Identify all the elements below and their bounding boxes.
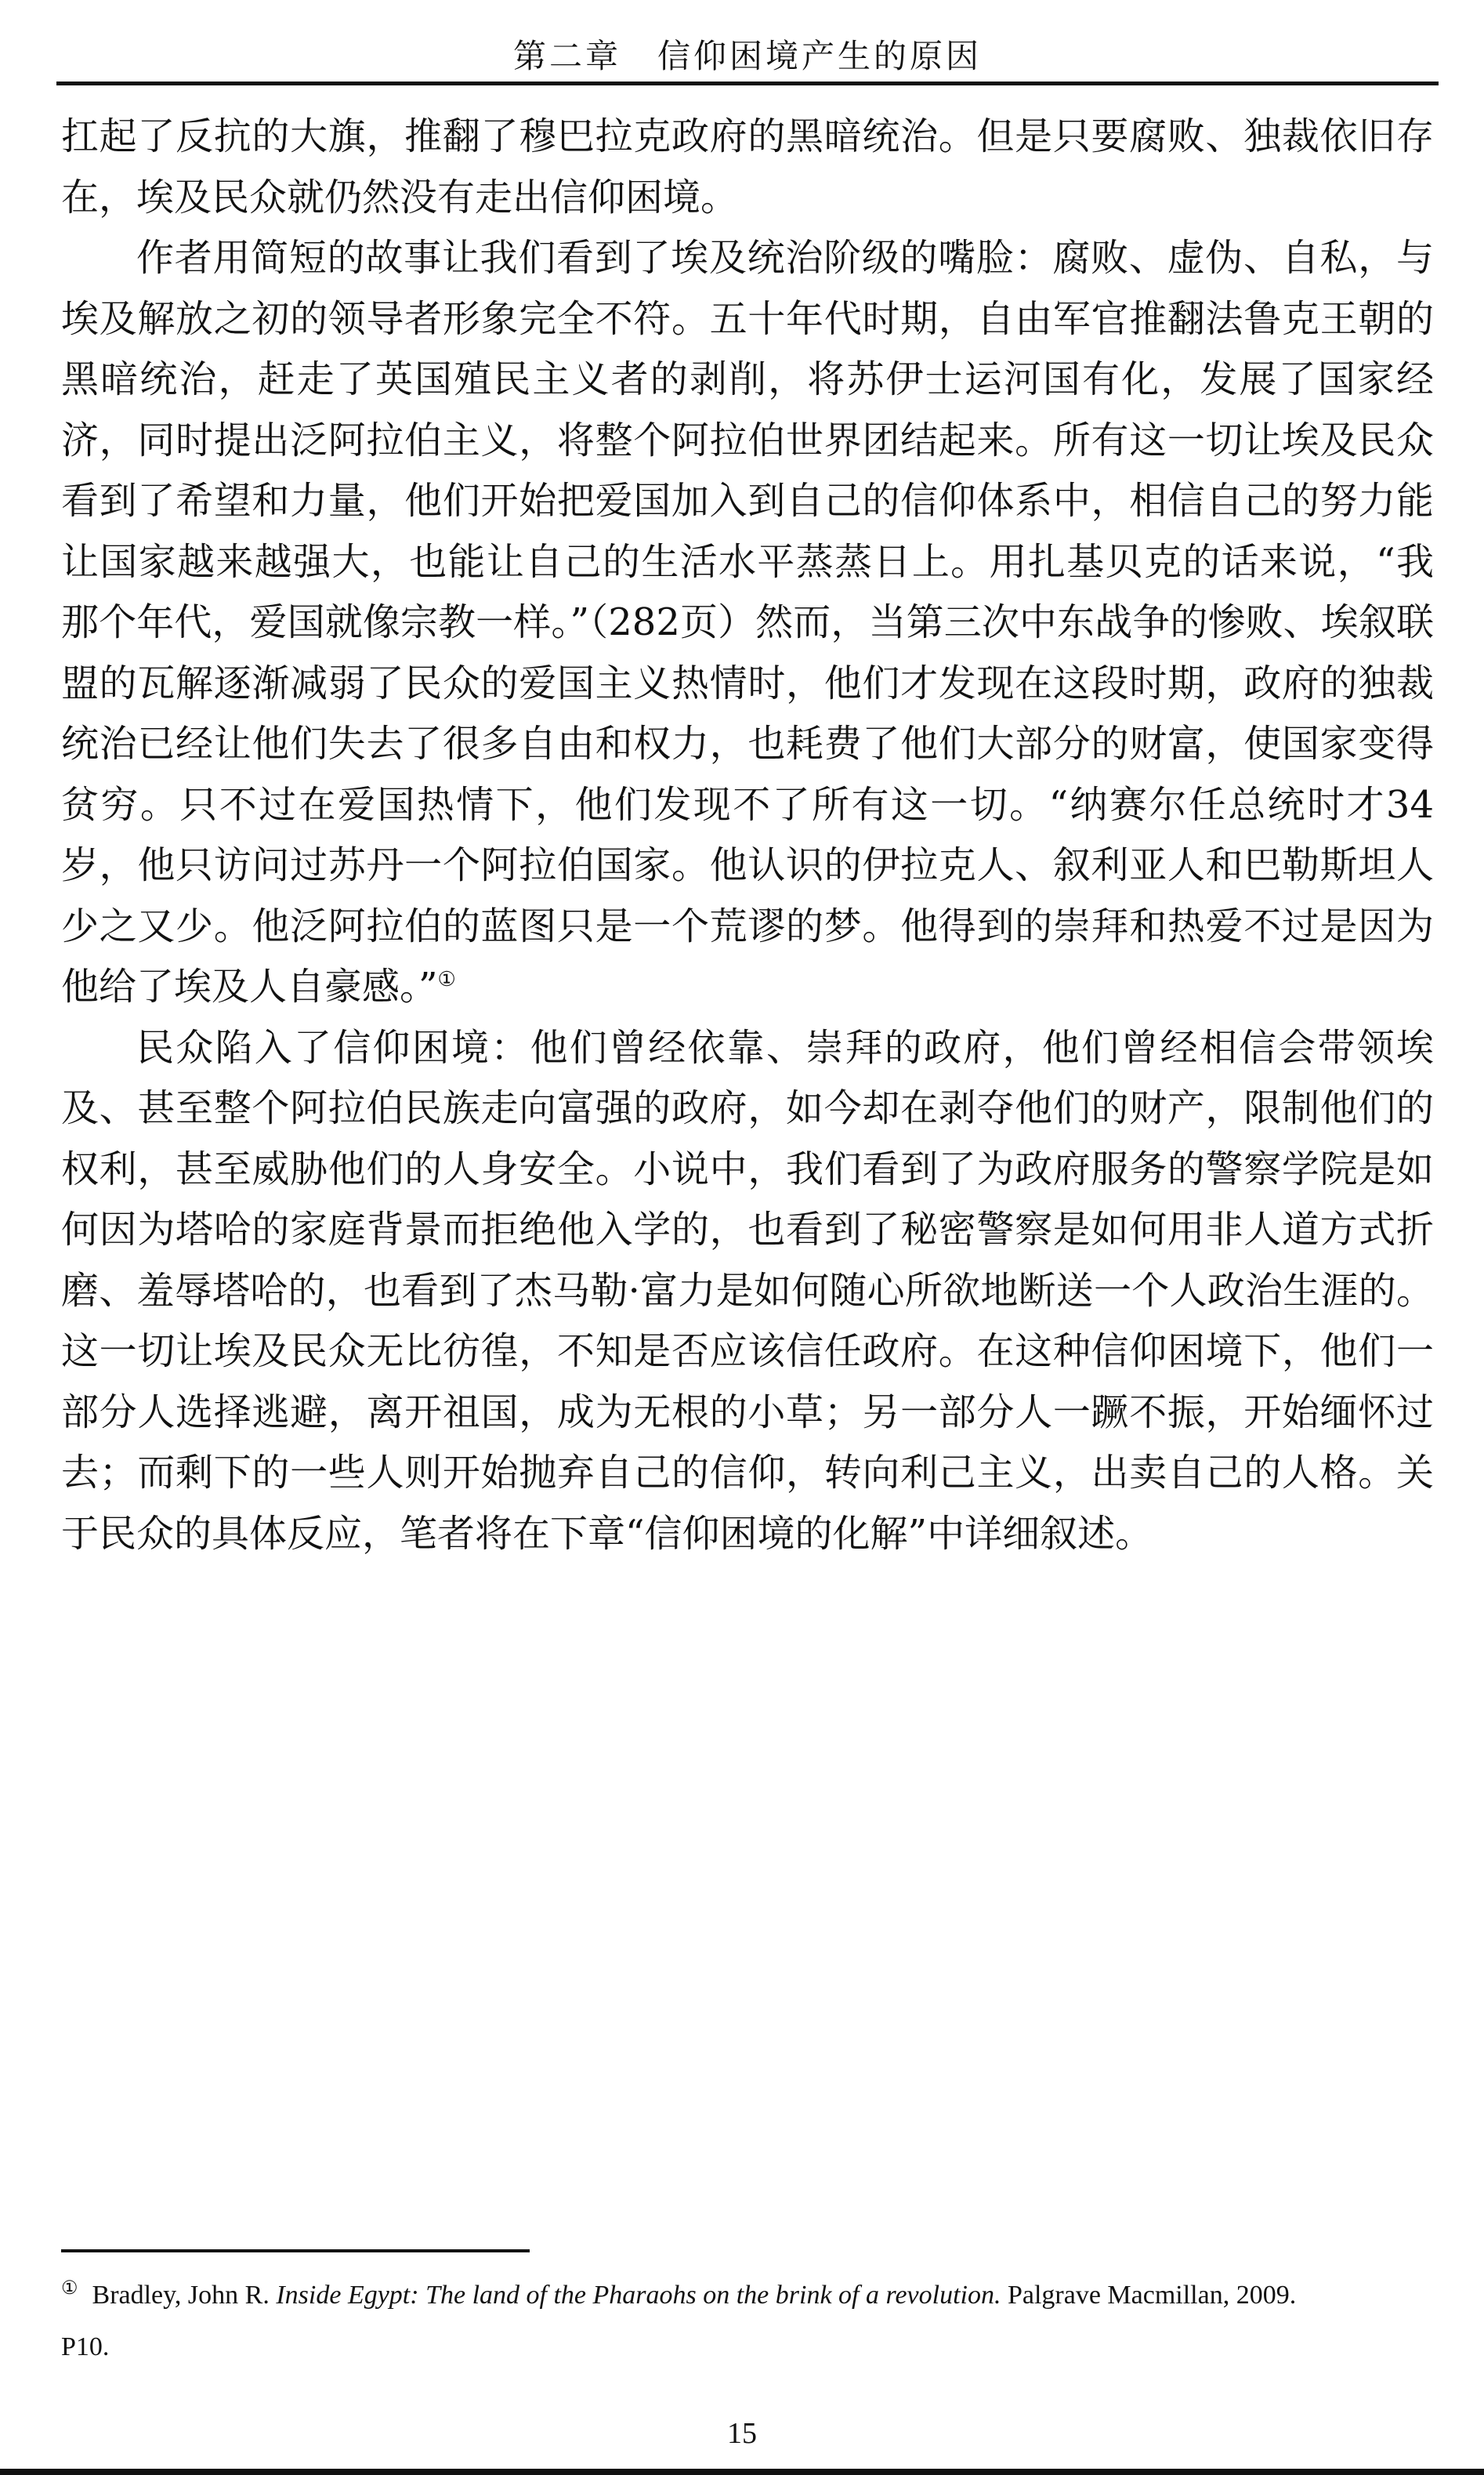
header-rule: [56, 82, 1439, 85]
bottom-rule: [0, 2469, 1484, 2475]
footnote-book-title: Inside Egypt: The land of the Pharaohs on the brink of a revolution.: [276, 2281, 1001, 2310]
paragraph-2-text: 作者用简短的故事让我们看到了埃及统治阶级的嘴脸：腐败、虚伪、自私，与埃及解放之初的领导者形象完全不符。五十年代时期，自由军官推翻法鲁克王朝的黑暗统治，赶走了英国殖民主义者的剥削，将苏伊士运河国有化，发展了国家经济，同时提出泛阿拉伯主义，将整个阿拉伯世界团结起来。所有这一切让埃及民众看到了希望和力量，他们开始把爱国加入到自己的信仰体系中，相信自己的努力能让国家越来越强大，也能让自己的生活水平蒸蒸日上。用扎基贝克的话来说，“我那个年代，爱国就像宗教一样。”（282页）然而，当第三次中东战争的惨败、埃叙联盟的瓦解逐渐减弱了民众的爱国主义热情时，他们才发现在这段时期，政府的独裁统治已经让他们失去了很多自由和权力，也耗费了他们大部分的财富，使国家变得贫穷。只不过在爱国热情下，他们发现不了所有这一切。“纳赛尔任总统时才34岁，他只访问过苏丹一个阿拉伯国家。他认识的伊拉克人、叙利亚人和巴勒斯坦人少之又少。他泛阿拉伯的蓝图只是一个荒谬的梦。他得到的崇拜和热爱不过是因为他给了埃及人自豪感。”: [61, 236, 1434, 1009]
footnote: [61, 2270, 1434, 2373]
footnote-page: P10.: [61, 2332, 110, 2361]
running-header: 第二章 信仰困境产生的原因: [512, 37, 982, 75]
footnote-rule: [61, 2249, 530, 2252]
footnote-author: Bradley, John R.: [92, 2281, 270, 2310]
paragraph-3: 民众陷入了信仰困境：他们曾经依靠、崇拜的政府，他们曾经相信会带领埃及、甚至整个阿拉伯民族走向富强的政府，如今却在剥夺他们的财产，限制他们的权利，甚至威胁他们的人身安全。小说中，我们看到了为政府服务的警察学院是如何因为塔哈的家庭背景而拒绝他入学的，也看到了秘密警察是如何用非人道方式折磨、羞辱塔哈的，也看到了杰马勒·富力是如何随心所欲地断送一个人政治生涯的。这一切让埃及民众无比彷徨，不知是否应该信任政府。在这种信仰困境下，他们一部分人选择逃避，离开祖国，成为无根的小草；另一部分人一蹶不振，开始缅怀过去；而剩下的一些人则开始抛弃自己的信仰，转向利己主义，出卖自己的人格。关于民众的具体反应，笔者将在下章“信仰困境的化解”中详细叙述。: [61, 1025, 1434, 1556]
paragraph-2: [61, 228, 1434, 1018]
body-text: [61, 107, 1434, 1564]
footnote-marker: ①: [61, 2278, 78, 2299]
footnote-reference: ①: [437, 968, 456, 991]
page-number: 15: [727, 2417, 757, 2450]
footnote-publisher: Palgrave Macmillan, 2009.: [1007, 2281, 1297, 2310]
paragraph-1: 扛起了反抗的大旗，推翻了穆巴拉克政府的黑暗统治。但是只要腐败、独裁依旧存在，埃及民众就仍然没有走出信仰困境。: [61, 114, 1434, 219]
